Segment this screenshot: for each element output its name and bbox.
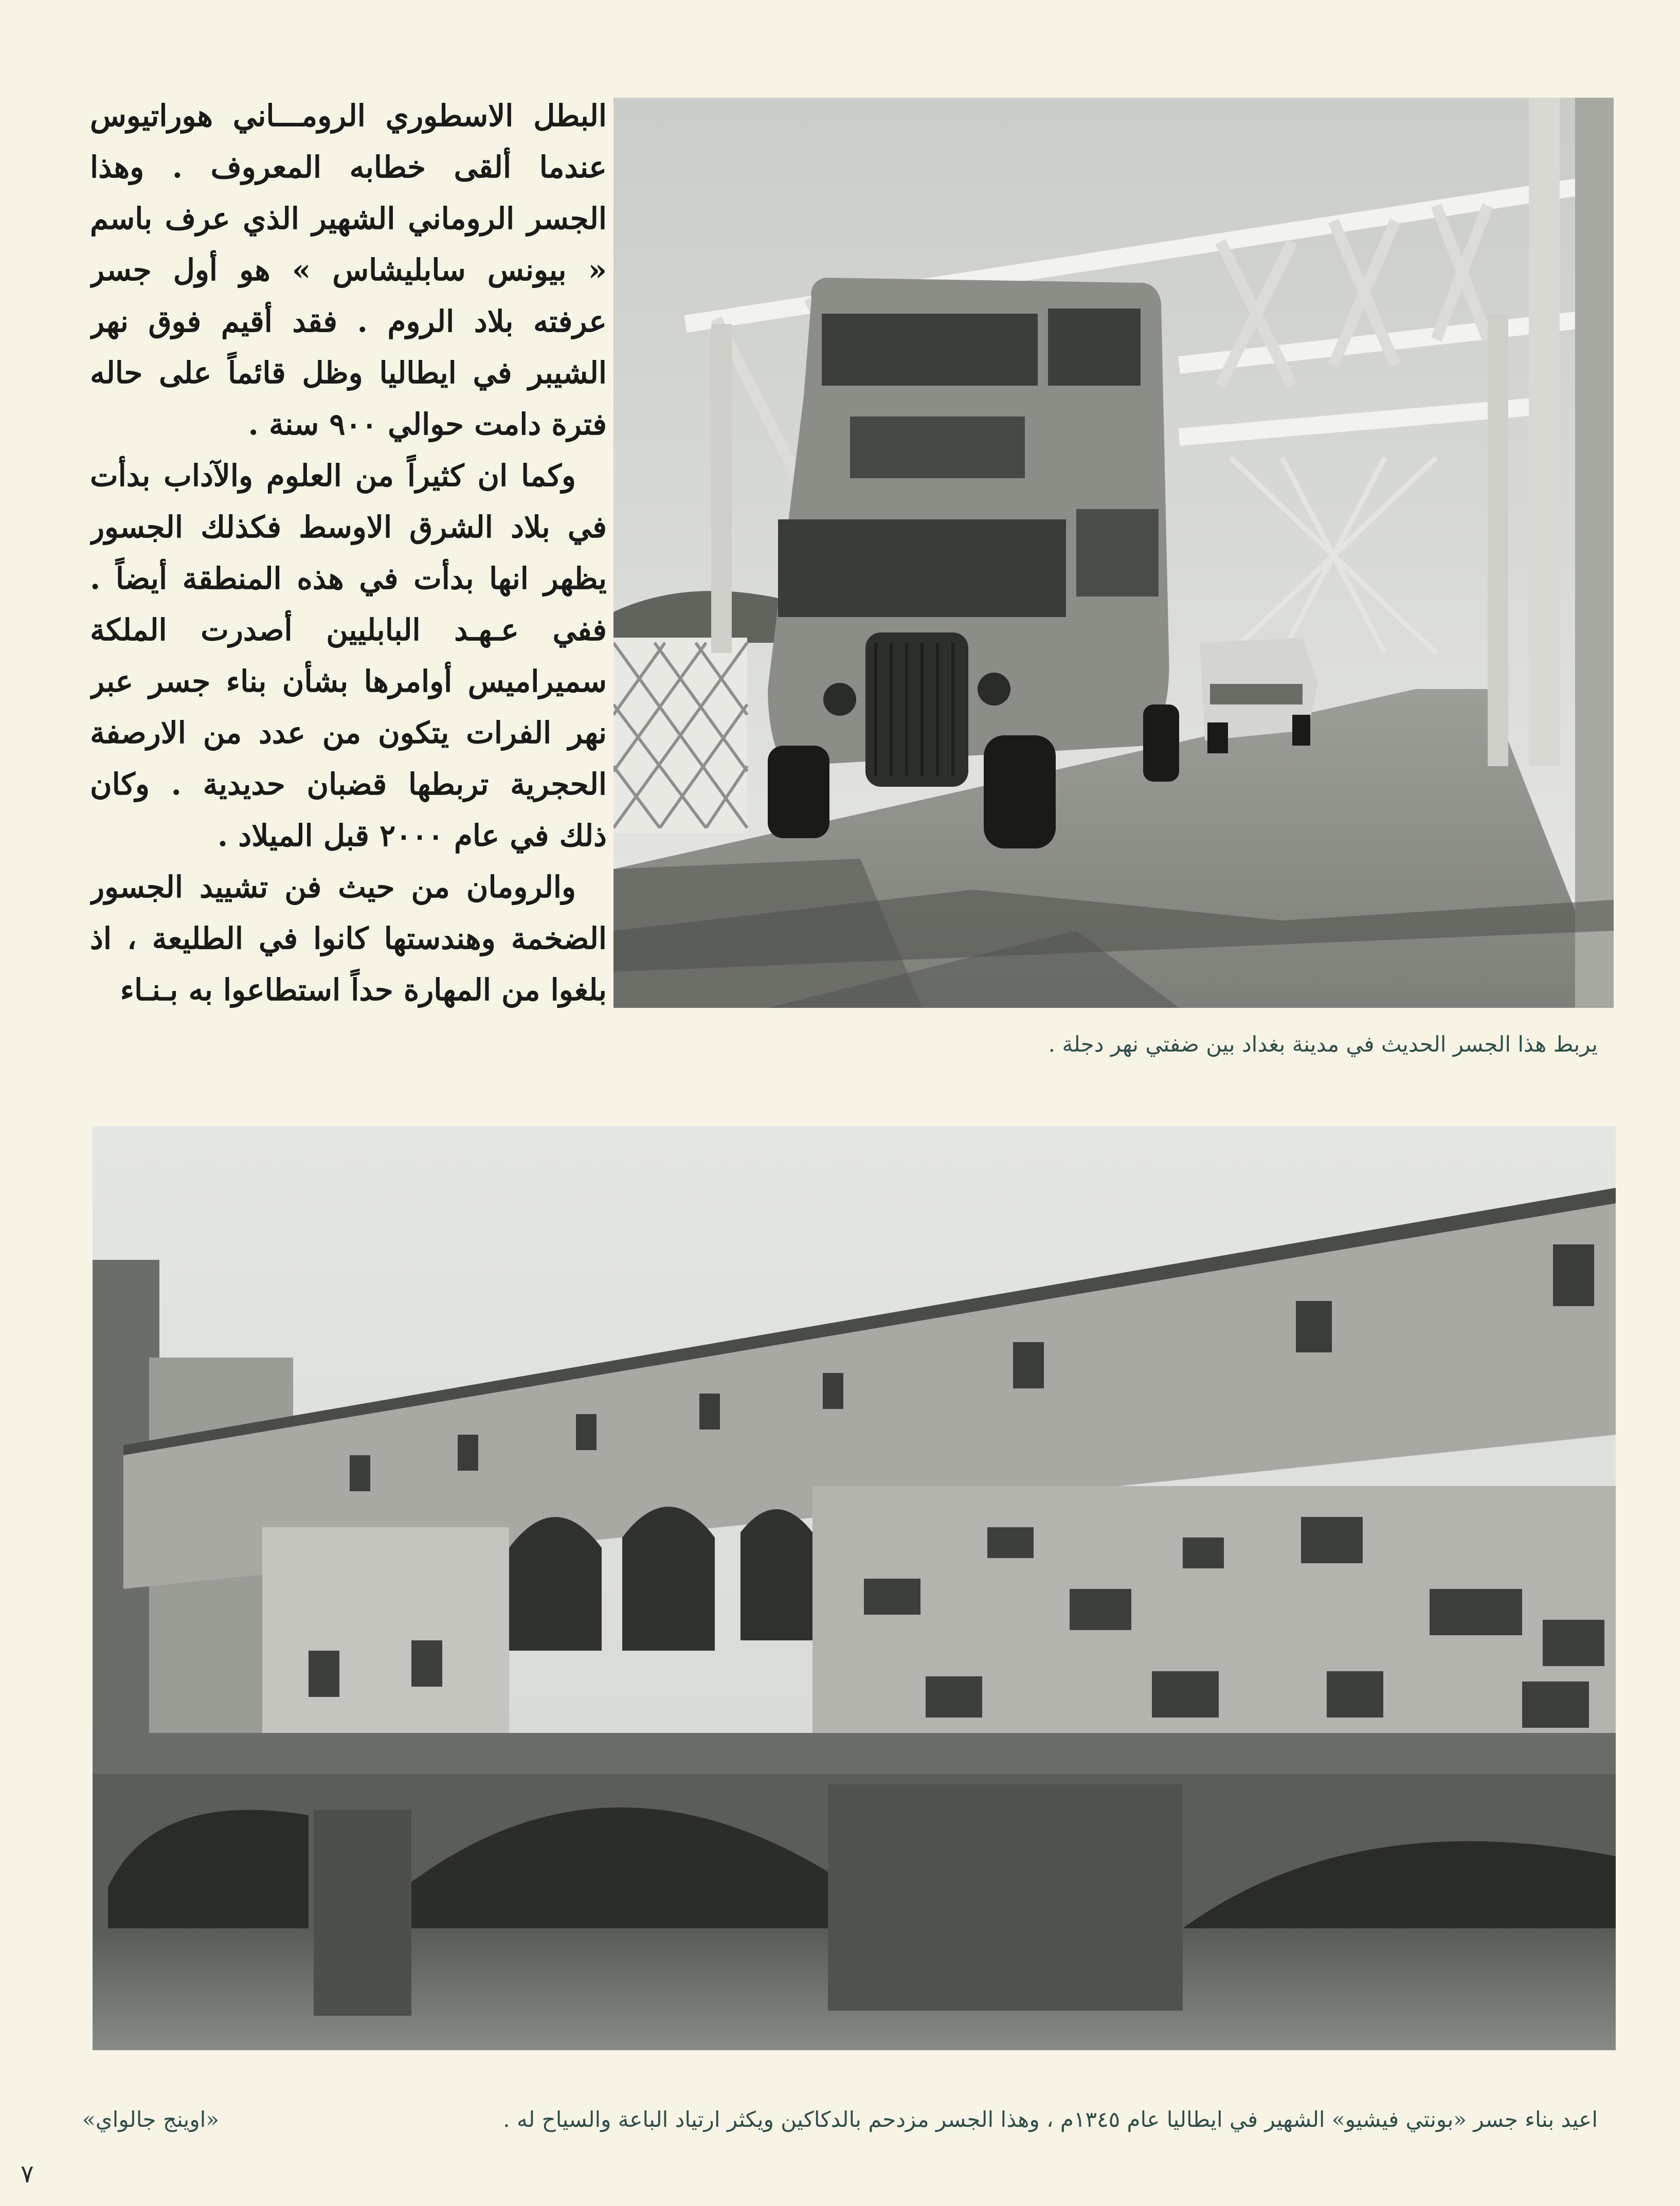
article-paragraph-2: وكما ان كثيراً من العلوم والآداب بدأت في بلاد الشرق الاوسط فكذلك الجسور يظهر انها بدأت في هذه المنطقة أيضاً . ففي عـهـد البابليين أصدرت الملكة سميراميس أوامرها بشأن بناء جسر عبر نهر الفرات يتكون من عدد من الارصفة الحجرية تربطها قضبان حديدية . وكان ذلك في عام ٢٠٠٠ قبل الميلاد . (90, 458, 607, 853)
page-number: ٧ (21, 2160, 34, 2189)
ponte-vecchio-photo (93, 1126, 1616, 2050)
article-paragraph-1: البطل الاسطوري الرومـــاني هوراتيوس عندما ألقى خطابه المعروف . وهذا الجسر الروماني الشهير الذي عرف باسم « بيونس سابليشاس » هو أول جسر عرفته بلاد الروم . فقد أقيم فوق نهر الشيبر في ايطاليا وظل قائماً على حاله فترة دامت حوالي ٩٠٠ سنة . (90, 98, 607, 442)
article-text-column (90, 90, 607, 1010)
baghdad-photo-caption: يربط هذا الجسر الحديث في مدينة بغداد بين ضفتي نهر دجلة . (1048, 1032, 1598, 1057)
photo-credit: «اوينج جالواي» (82, 2107, 219, 2132)
ponte-vecchio-illustration (93, 1126, 1616, 2050)
baghdad-bridge-photo (613, 98, 1614, 1008)
ponte-vecchio-caption: اعيد بناء جسر «بونتي فيشيو» الشهير في ايطاليا عام ١٣٤٥م ، وهذا الجسر مزدحم بالدكاكين ويكثر ارتياد الباعة والسياح له . (503, 2107, 1598, 2132)
article-paragraph-3: والرومان من حيث فن تشييد الجسور الضخمة وهندستها كانوا في الطليعة ، اذ بلغوا من المهارة حداً استطاعوا به بـنـاء (90, 870, 607, 1007)
baghdad-bridge-illustration (613, 98, 1614, 1008)
